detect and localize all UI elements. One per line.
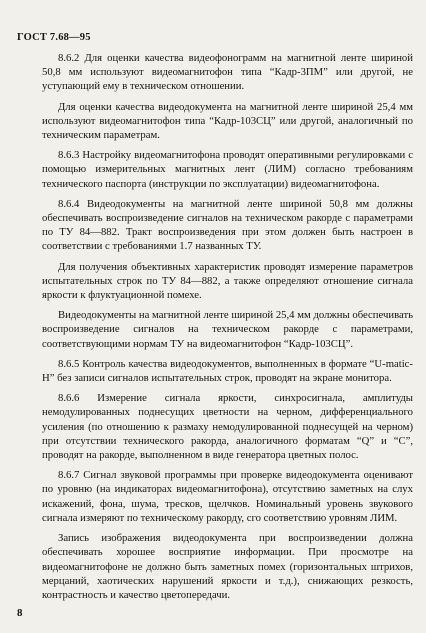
paragraph: 8.6.7 Сигнал звуковой программы при проверке видеодокумента оценивают по уровню (на индикаторах видеомагнитофона), отсутствию заметных на слух искажений, фона, шума, тресков, щелчков. Номинальный уровень звукового сигнала измеряют по техническому ракорду, сго соответствию уровням ЛИМ.: [42, 469, 413, 524]
paragraph: Запись изображения видеодокумента при воспроизведении должна обеспечивать хорошее восприятие информации. При просмотре на видеомагнитофоне не должно быть заметных помех (горизонтальных штрихов, мерцаний, хаотических нарушений яркости и т.д.), снижающих резкость, контрастность и качество цветопередачи.: [42, 532, 413, 601]
paragraph: Видеодокументы на магнитной ленте шириной 25,4 мм должны обеспечивать воспроизведение сигналов на техническом ракорде с параметрами, соответствующими нормам ТУ на видеомагнитофон “Кадр-103СЦ”.: [42, 309, 413, 350]
paragraph: Для оценки качества видеодокумента на магнитной ленте шириной 25,4 мм используют видеомагнитофон типа “Кадр-103СЦ” или другой, аналогичный по техническим параметрам.: [42, 100, 413, 142]
page-number: 8: [17, 607, 23, 619]
paragraph: 8.6.4 Видеодокументы на магнитной ленте шириной 50,8 мм должны обеспечивать воспроизведение сигналов на техническом ракорде с параметрами по ТУ 84—882. Тракт воспроизведения при этом должен быть настроен в соответствии с требованиями 1.7 названных ТУ.: [42, 197, 413, 253]
document-body: [42, 51, 413, 608]
paragraph: Для получения объективных характеристик проводят измерение параметров испытательных строк по ТУ 84—882, а также определяют отношение сигнала яркости к флуктуационной помехе.: [42, 260, 413, 302]
paragraph: 8.6.3 Настройку видеомагнитофона проводят оперативными регулировками с помощью измерительных магнитных лент (ЛИМ) согласно требованиям технического паспорта (инструкции по эксплуатации) видеомагнитофона.: [42, 149, 413, 190]
paragraph: 8.6.6 Измерение сигнала яркости, синхросигнала, амплитуды немодулированных поднесущих цветности на черном, дифференциального усиления (по отношению к размаху немодулированной поднесущей на черном) при отсутствии технического ракорда, аналогичного форматам “Q” и “С”, проводят на ракорде, выполненном в виде генератора цветных полос.: [42, 392, 413, 462]
document-header: ГОСТ 7.68—95: [17, 32, 91, 43]
paragraph: 8.6.2 Для оценки качества видеофонограмм на магнитной ленте шириной 50,8 мм используют видеомагнитофон типа “Кадр-3ПМ” или другой, не уступающий ему в техническом отношении.: [42, 52, 413, 93]
paragraph: 8.6.5 Контроль качества видеодокументов, выполненных в формате “U-matic-H” без записи сигналов испытательных строк, проводят на экране монитора.: [42, 357, 413, 385]
